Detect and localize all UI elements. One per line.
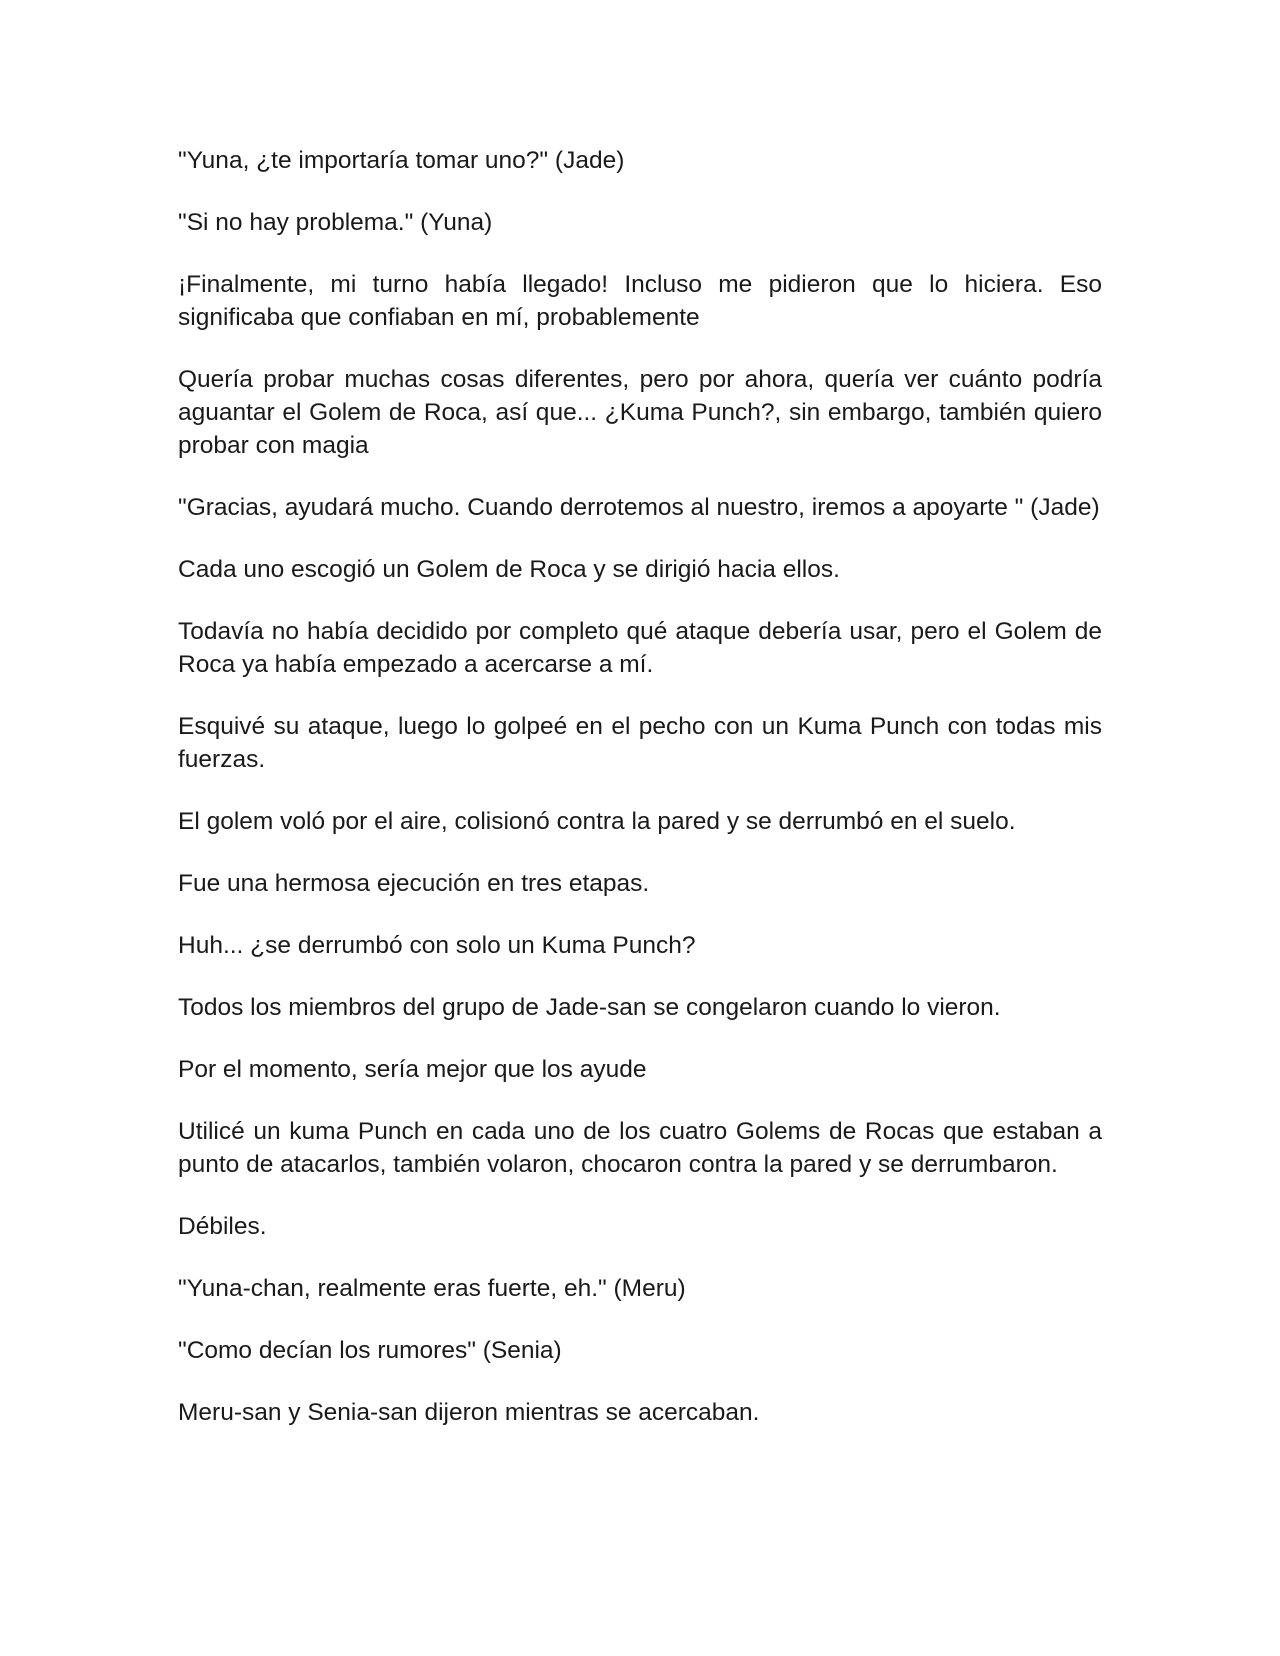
paragraph-15: Débiles. (178, 1213, 267, 1240)
paragraph-8: Esquivé su ataque, luego lo golpeé en el pecho con un Kuma Punch con todas mis fuerzas. (178, 713, 1102, 773)
paragraph-1: "Yuna, ¿te importaría tomar uno?" (Jade) (178, 147, 625, 174)
paragraph-13: Por el momento, sería mejor que los ayude (178, 1056, 647, 1083)
paragraph-4: Quería probar muchas cosas diferentes, pero por ahora, quería ver cuánto podría aguantar el Golem de Roca, así que... ¿Kuma Punch?, sin embargo, también quiero probar con magia (178, 366, 1102, 459)
paragraph-5: "Gracias, ayudará mucho. Cuando derrotemos al nuestro, iremos a apoyarte " (Jade) (178, 494, 1100, 521)
paragraph-18: Meru-san y Senia-san dijeron mientras se acercaban. (178, 1399, 760, 1426)
paragraph-17: "Como decían los rumores" (Senia) (178, 1337, 562, 1364)
body-text (178, 144, 1102, 1458)
paragraph-16: "Yuna-chan, realmente eras fuerte, eh." (Meru) (178, 1275, 686, 1302)
paragraph-3: ¡Finalmente, mi turno había llegado! Incluso me pidieron que lo hiciera. Eso significaba que confiaban en mí, probablemente (178, 271, 1102, 331)
paragraph-12: Todos los miembros del grupo de Jade-san se congelaron cuando lo vieron. (178, 994, 1001, 1021)
paragraph-11: Huh... ¿se derrumbó con solo un Kuma Punch? (178, 932, 696, 959)
paragraph-9: El golem voló por el aire, colisionó contra la pared y se derrumbó en el suelo. (178, 808, 1016, 835)
paragraph-10: Fue una hermosa ejecución en tres etapas. (178, 870, 650, 897)
paragraph-14: Utilicé un kuma Punch en cada uno de los cuatro Golems de Rocas que estaban a punto de atacarlos, también volaron, chocaron contra la pared y se derrumbaron. (178, 1118, 1102, 1178)
paragraph-6: Cada uno escogió un Golem de Roca y se dirigió hacia ellos. (178, 556, 840, 583)
paragraph-2: "Si no hay problema." (Yuna) (178, 209, 493, 236)
paragraph-7: Todavía no había decidido por completo qué ataque debería usar, pero el Golem de Roca ya había empezado a acercarse a mí. (178, 618, 1102, 678)
